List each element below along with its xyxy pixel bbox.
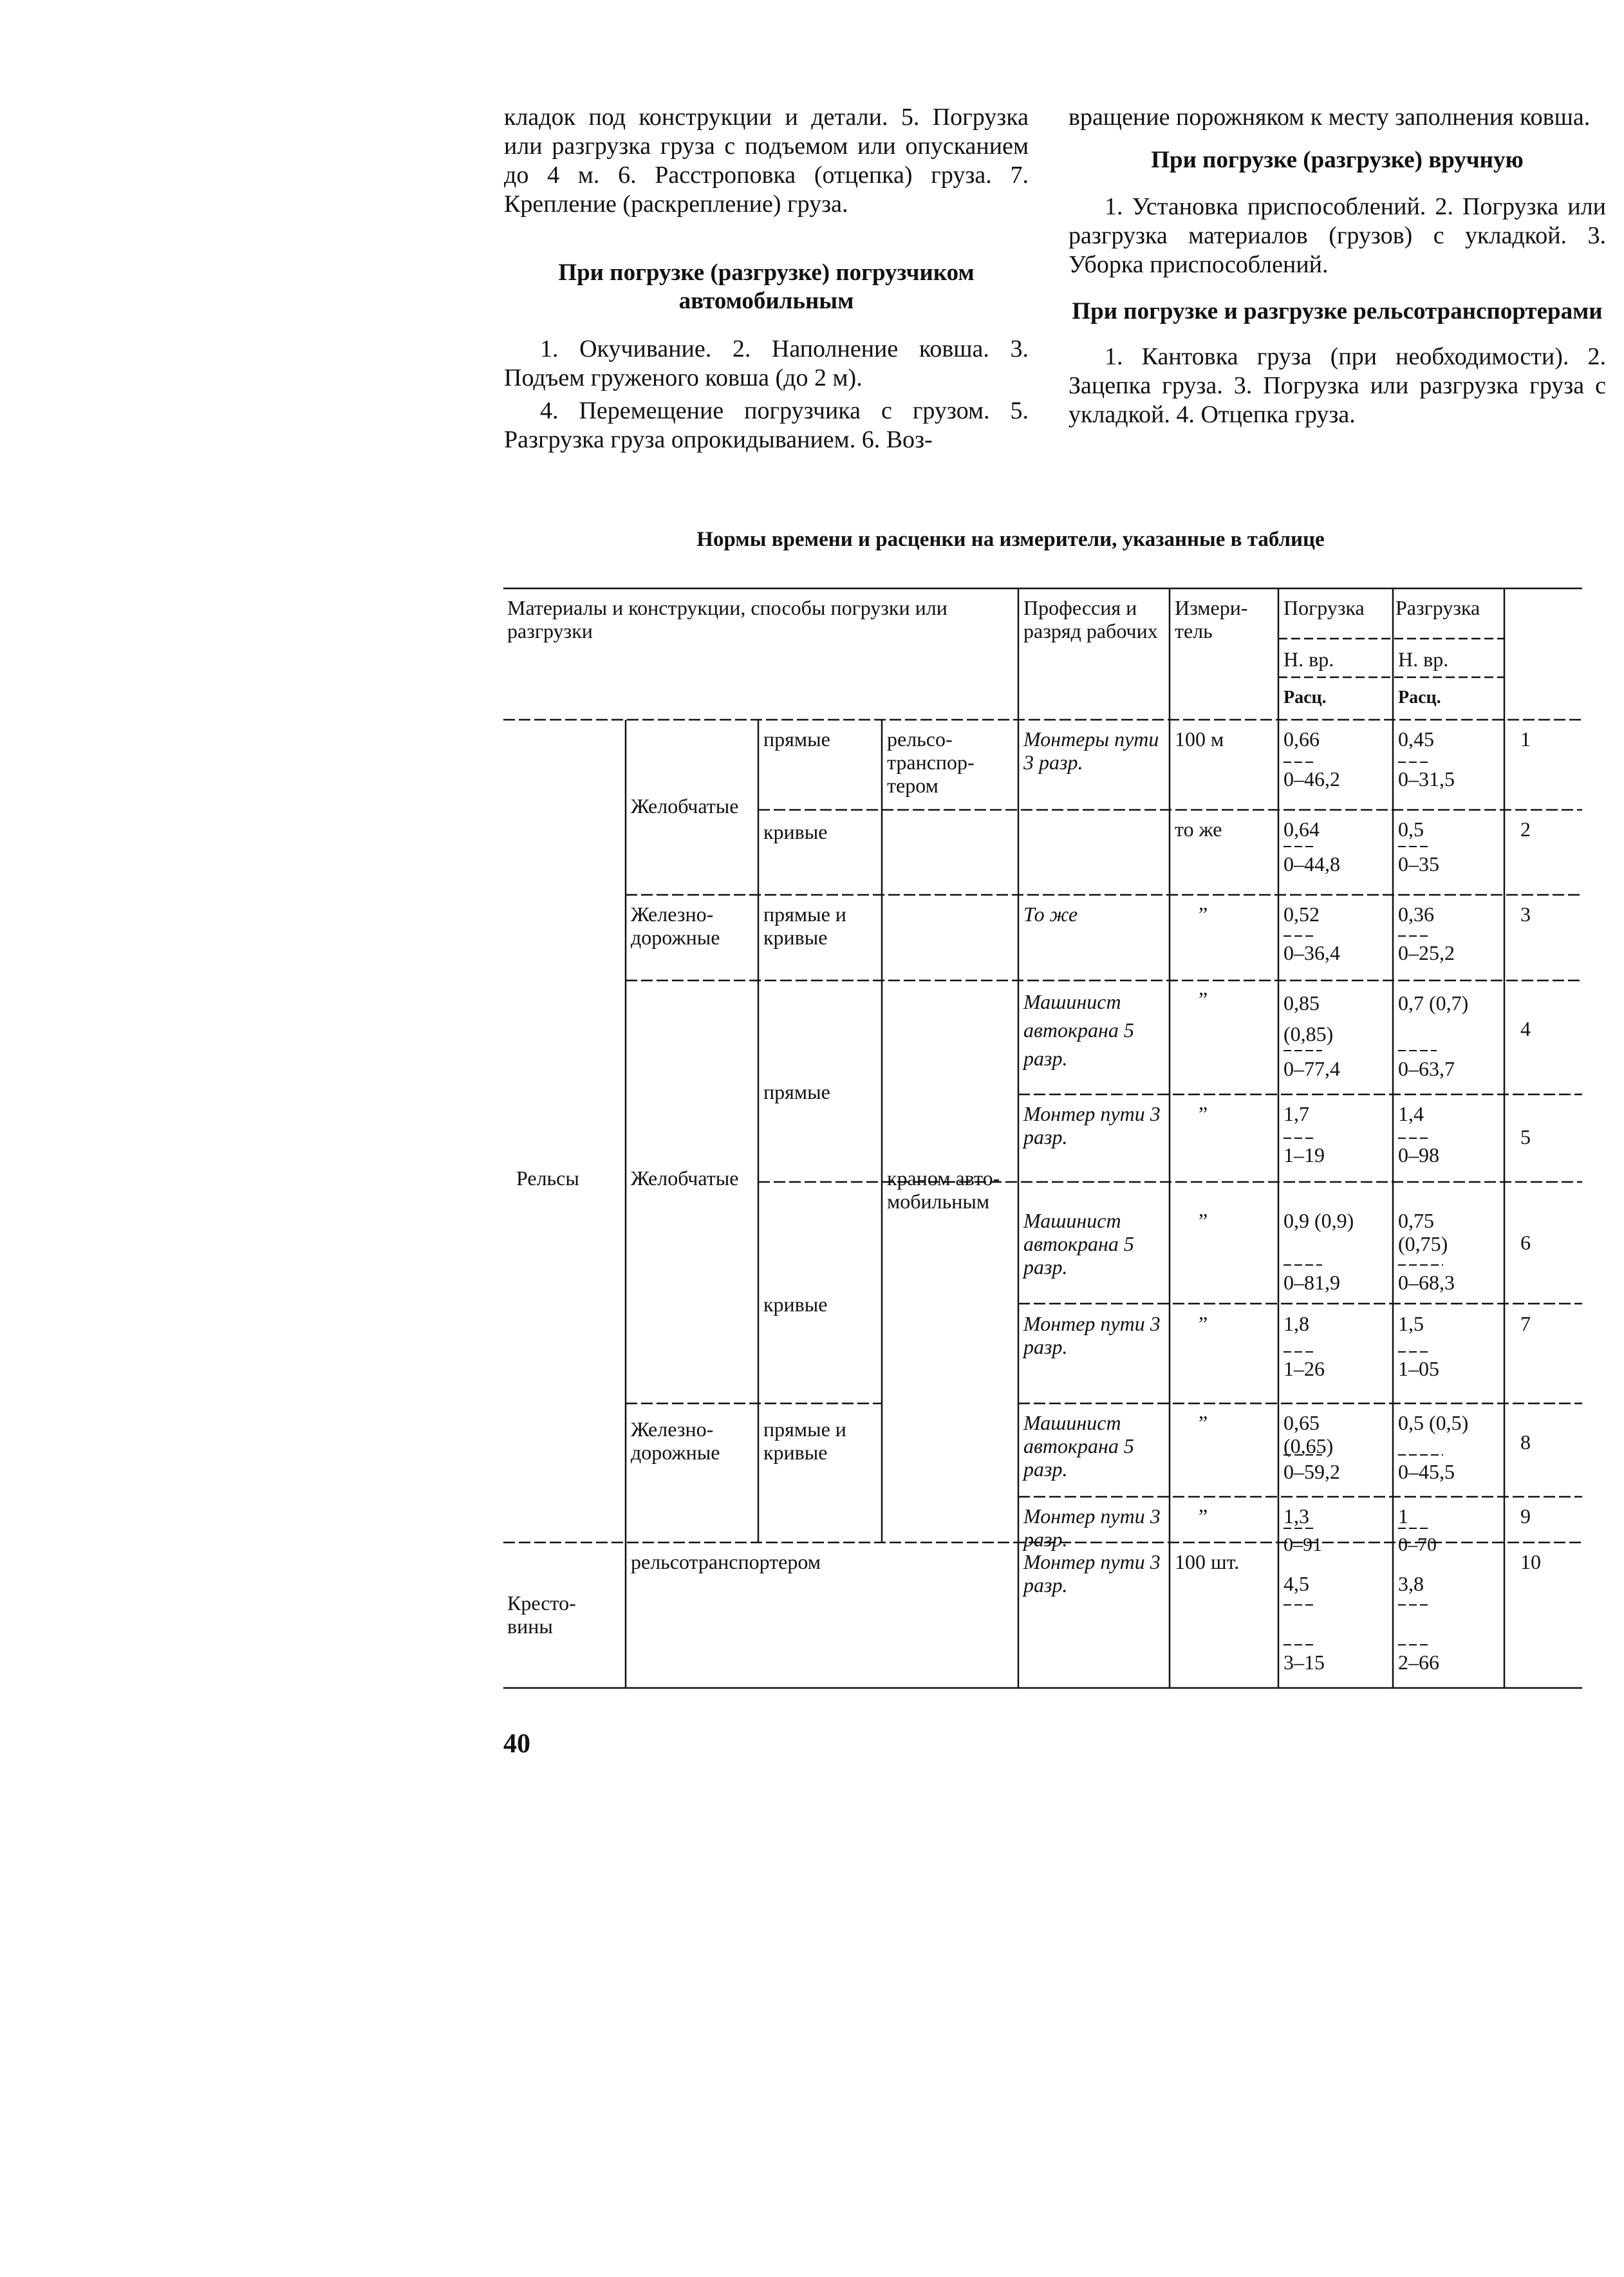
left-heading: При погрузке (разгрузке) погрузчиком автомобильным [558, 259, 975, 314]
row-3-unload-nvr: 0,36 [1398, 903, 1434, 926]
header-loading-nvr: Н. вр. [1283, 648, 1334, 671]
row-8-unload-nvr: 0,5 (0,5) [1398, 1411, 1469, 1434]
label-railway-1: Железно- дорожные [631, 903, 720, 949]
label-curved-2: кривые [763, 1293, 828, 1316]
label-grooved-1: Желобчатые [631, 794, 739, 818]
label-railway-2: Железно- дорожные [631, 1418, 720, 1464]
row-7-load-rasc: 1–26 [1283, 1357, 1325, 1380]
left-text-column [504, 103, 1029, 454]
row-2-unit: то же [1175, 818, 1222, 841]
label-rails: Рельсы [516, 1167, 579, 1190]
label-by-crane: краном авто- мобильным [887, 1167, 1000, 1213]
row-7-unit: ” [1199, 1312, 1208, 1335]
row-1-unload-rasc: 0–31,5 [1398, 767, 1455, 791]
row-9-profession: Монтер пути 3 разр. [1023, 1504, 1161, 1551]
header-profession: Профессия и разряд рабочих [1023, 596, 1158, 642]
row-5-number: 5 [1520, 1125, 1531, 1148]
left-paragraph-1: кладок под конструкции и детали. 5. Погрузка или разгрузка груза с подъемом или опусканием до 4 м. 6. Расстроповка (отцепка) груза. 7. Крепление (раскрепление) груза. [504, 104, 1029, 218]
right-text-column [1069, 103, 1606, 429]
left-paragraph-2: 1. Окучивание. 2. Наполнение ковша. 3. Подъем груженого ковша (до 2 м). [504, 335, 1029, 391]
row-10-profession: Монтер пути 3 разр. [1023, 1550, 1161, 1597]
right-heading-2: При погрузке и разгрузке рельсотранспортерами [1072, 298, 1603, 324]
row-1-load-nvr: 0,66 [1283, 727, 1320, 751]
row-10-number: 10 [1520, 1550, 1541, 1573]
row-3-load-rasc: 0–36,4 [1283, 941, 1340, 964]
right-paragraph-3: 1. Кантовка груза (при необходимости). 2. Зацепка груза. 3. Погрузка или разгрузка груза с укладкой. 4. Отцепка груза. [1069, 343, 1606, 428]
row-5-unload-nvr: 1,4 [1398, 1102, 1424, 1125]
label-straight-curved-2: прямые и кривые [763, 1418, 846, 1464]
row-4-unit: ” [1199, 988, 1208, 1011]
row-6-load-rasc: 0–81,9 [1283, 1271, 1340, 1294]
row-5-load-nvr: 1,7 [1283, 1102, 1309, 1125]
header-unloading-rasc: Расц. [1398, 688, 1441, 707]
header-unloading: Разгрузка [1395, 596, 1480, 619]
row-5-load-rasc: 1–19 [1283, 1143, 1325, 1167]
row-6-unload-nvr: 0,75 (0,75) [1398, 1209, 1448, 1255]
label-crossings: Кресто- вины [507, 1591, 576, 1638]
row-4-load-rasc: 0–77,4 [1283, 1057, 1340, 1080]
row-2-load-rasc: 0–44,8 [1283, 852, 1340, 876]
label-straight-1: прямые [763, 727, 830, 751]
row-9-unload-nvr: 1 [1398, 1504, 1408, 1528]
header-loading-rasc: Расц. [1283, 688, 1327, 707]
row-7-unload-rasc: 1–05 [1398, 1357, 1439, 1380]
norms-table [503, 587, 1582, 1701]
label-by-transporter: рельсо- транспор- тером [887, 727, 975, 797]
row-10-unload-nvr: 3,8 [1398, 1572, 1424, 1595]
row-7-load-nvr: 1,8 [1283, 1312, 1309, 1335]
row-4-unload-rasc: 0–63,7 [1398, 1057, 1455, 1080]
row-2-number: 2 [1520, 818, 1531, 841]
label-straight-2: прямые [763, 1080, 830, 1103]
row-1-load-rasc: 0–46,2 [1283, 767, 1340, 791]
label-grooved-2: Желобчатые [631, 1167, 739, 1190]
right-paragraph-1: вращение порожняком к месту заполнения ковша. [1069, 104, 1591, 131]
page-number: 40 [503, 1729, 530, 1759]
row-2-unload-rasc: 0–35 [1398, 852, 1439, 876]
row-3-profession: То же [1023, 903, 1078, 926]
row-3-number: 3 [1520, 903, 1531, 926]
row-8-load-nvr: 0,65 (0,65) [1283, 1411, 1334, 1457]
header-materials: Материалы и конструкции, способы погрузки или разгрузки [507, 596, 947, 642]
row-1-profession: Монтеры пути 3 разр. [1023, 727, 1159, 774]
row-6-unit: ” [1199, 1209, 1208, 1232]
row-7-profession: Монтер пути 3 разр. [1023, 1312, 1161, 1358]
row-10-load-rasc: 3–15 [1283, 1651, 1325, 1674]
row-10-unit: 100 шт. [1175, 1550, 1240, 1573]
right-heading-1: При погрузке (разгрузке) вручную [1151, 147, 1524, 173]
row-6-profession: Машинист автокрана 5 разр. [1023, 1209, 1134, 1279]
row-4-number: 4 [1520, 1017, 1531, 1040]
row-9-unit: ” [1199, 1504, 1208, 1528]
table-title: Нормы времени и расценки на измерители, указанные в таблице [696, 528, 1325, 551]
row-5-unload-rasc: 0–98 [1398, 1143, 1439, 1167]
row-8-number: 8 [1520, 1430, 1531, 1454]
row-9-unload-rasc: 0–70 [1398, 1534, 1437, 1555]
header-loading: Погрузка [1283, 596, 1365, 619]
row-5-profession: Монтер пути 3 разр. [1023, 1102, 1161, 1148]
label-straight-curved-1: прямые и кривые [763, 903, 846, 949]
row-1-number: 1 [1520, 727, 1531, 751]
header-unit: Измери- тель [1175, 596, 1248, 642]
row-9-load-nvr: 1,3 [1283, 1504, 1309, 1528]
label-curved-1: кривые [763, 820, 828, 843]
row-6-load-nvr: 0,9 (0,9) [1283, 1209, 1354, 1232]
row-9-load-rasc: 0–91 [1283, 1534, 1322, 1555]
row-8-unload-rasc: 0–45,5 [1398, 1460, 1455, 1483]
row-4-profession: Машинист автокрана 5 разр. [1023, 990, 1134, 1070]
row-1-unit: 100 м [1175, 727, 1224, 751]
row-7-number: 7 [1520, 1312, 1531, 1335]
row-2-unload-nvr: 0,5 [1398, 818, 1424, 841]
row-10-unload-rasc: 2–66 [1398, 1651, 1439, 1674]
header-unloading-nvr: Н. вр. [1398, 648, 1449, 671]
left-paragraph-3: 4. Перемещение погрузчика с грузом. 5. Разгрузка груза опрокидыванием. 6. Воз- [504, 397, 1029, 453]
row-6-unload-rasc: 0–68,3 [1398, 1271, 1455, 1294]
row-3-unit: ” [1199, 903, 1208, 926]
right-paragraph-2: 1. Установка приспособлений. 2. Погрузка или разгрузка материалов (грузов) с укладкой. 3. Уборка приспособлений. [1069, 193, 1606, 278]
row-7-unload-nvr: 1,5 [1398, 1312, 1424, 1335]
row-1-unload-nvr: 0,45 [1398, 727, 1434, 751]
row-8-unit: ” [1199, 1411, 1208, 1434]
row-8-load-rasc: 0–59,2 [1283, 1460, 1340, 1483]
row-4-unload-nvr: 0,7 (0,7) [1398, 991, 1469, 1015]
row-9-number: 9 [1520, 1504, 1531, 1528]
row-5-unit: ” [1199, 1102, 1208, 1125]
row-10-load-nvr: 4,5 [1283, 1572, 1309, 1595]
row-3-unload-rasc: 0–25,2 [1398, 941, 1455, 964]
row-3-load-nvr: 0,52 [1283, 903, 1320, 926]
row-2-load-nvr: 0,64 [1283, 818, 1320, 841]
row-8-profession: Машинист автокрана 5 разр. [1023, 1411, 1134, 1481]
row-6-number: 6 [1520, 1231, 1531, 1254]
label-crossings-method: рельсотранспортером [631, 1550, 821, 1573]
row-4-load-nvr: 0,85 (0,85) [1283, 991, 1334, 1045]
